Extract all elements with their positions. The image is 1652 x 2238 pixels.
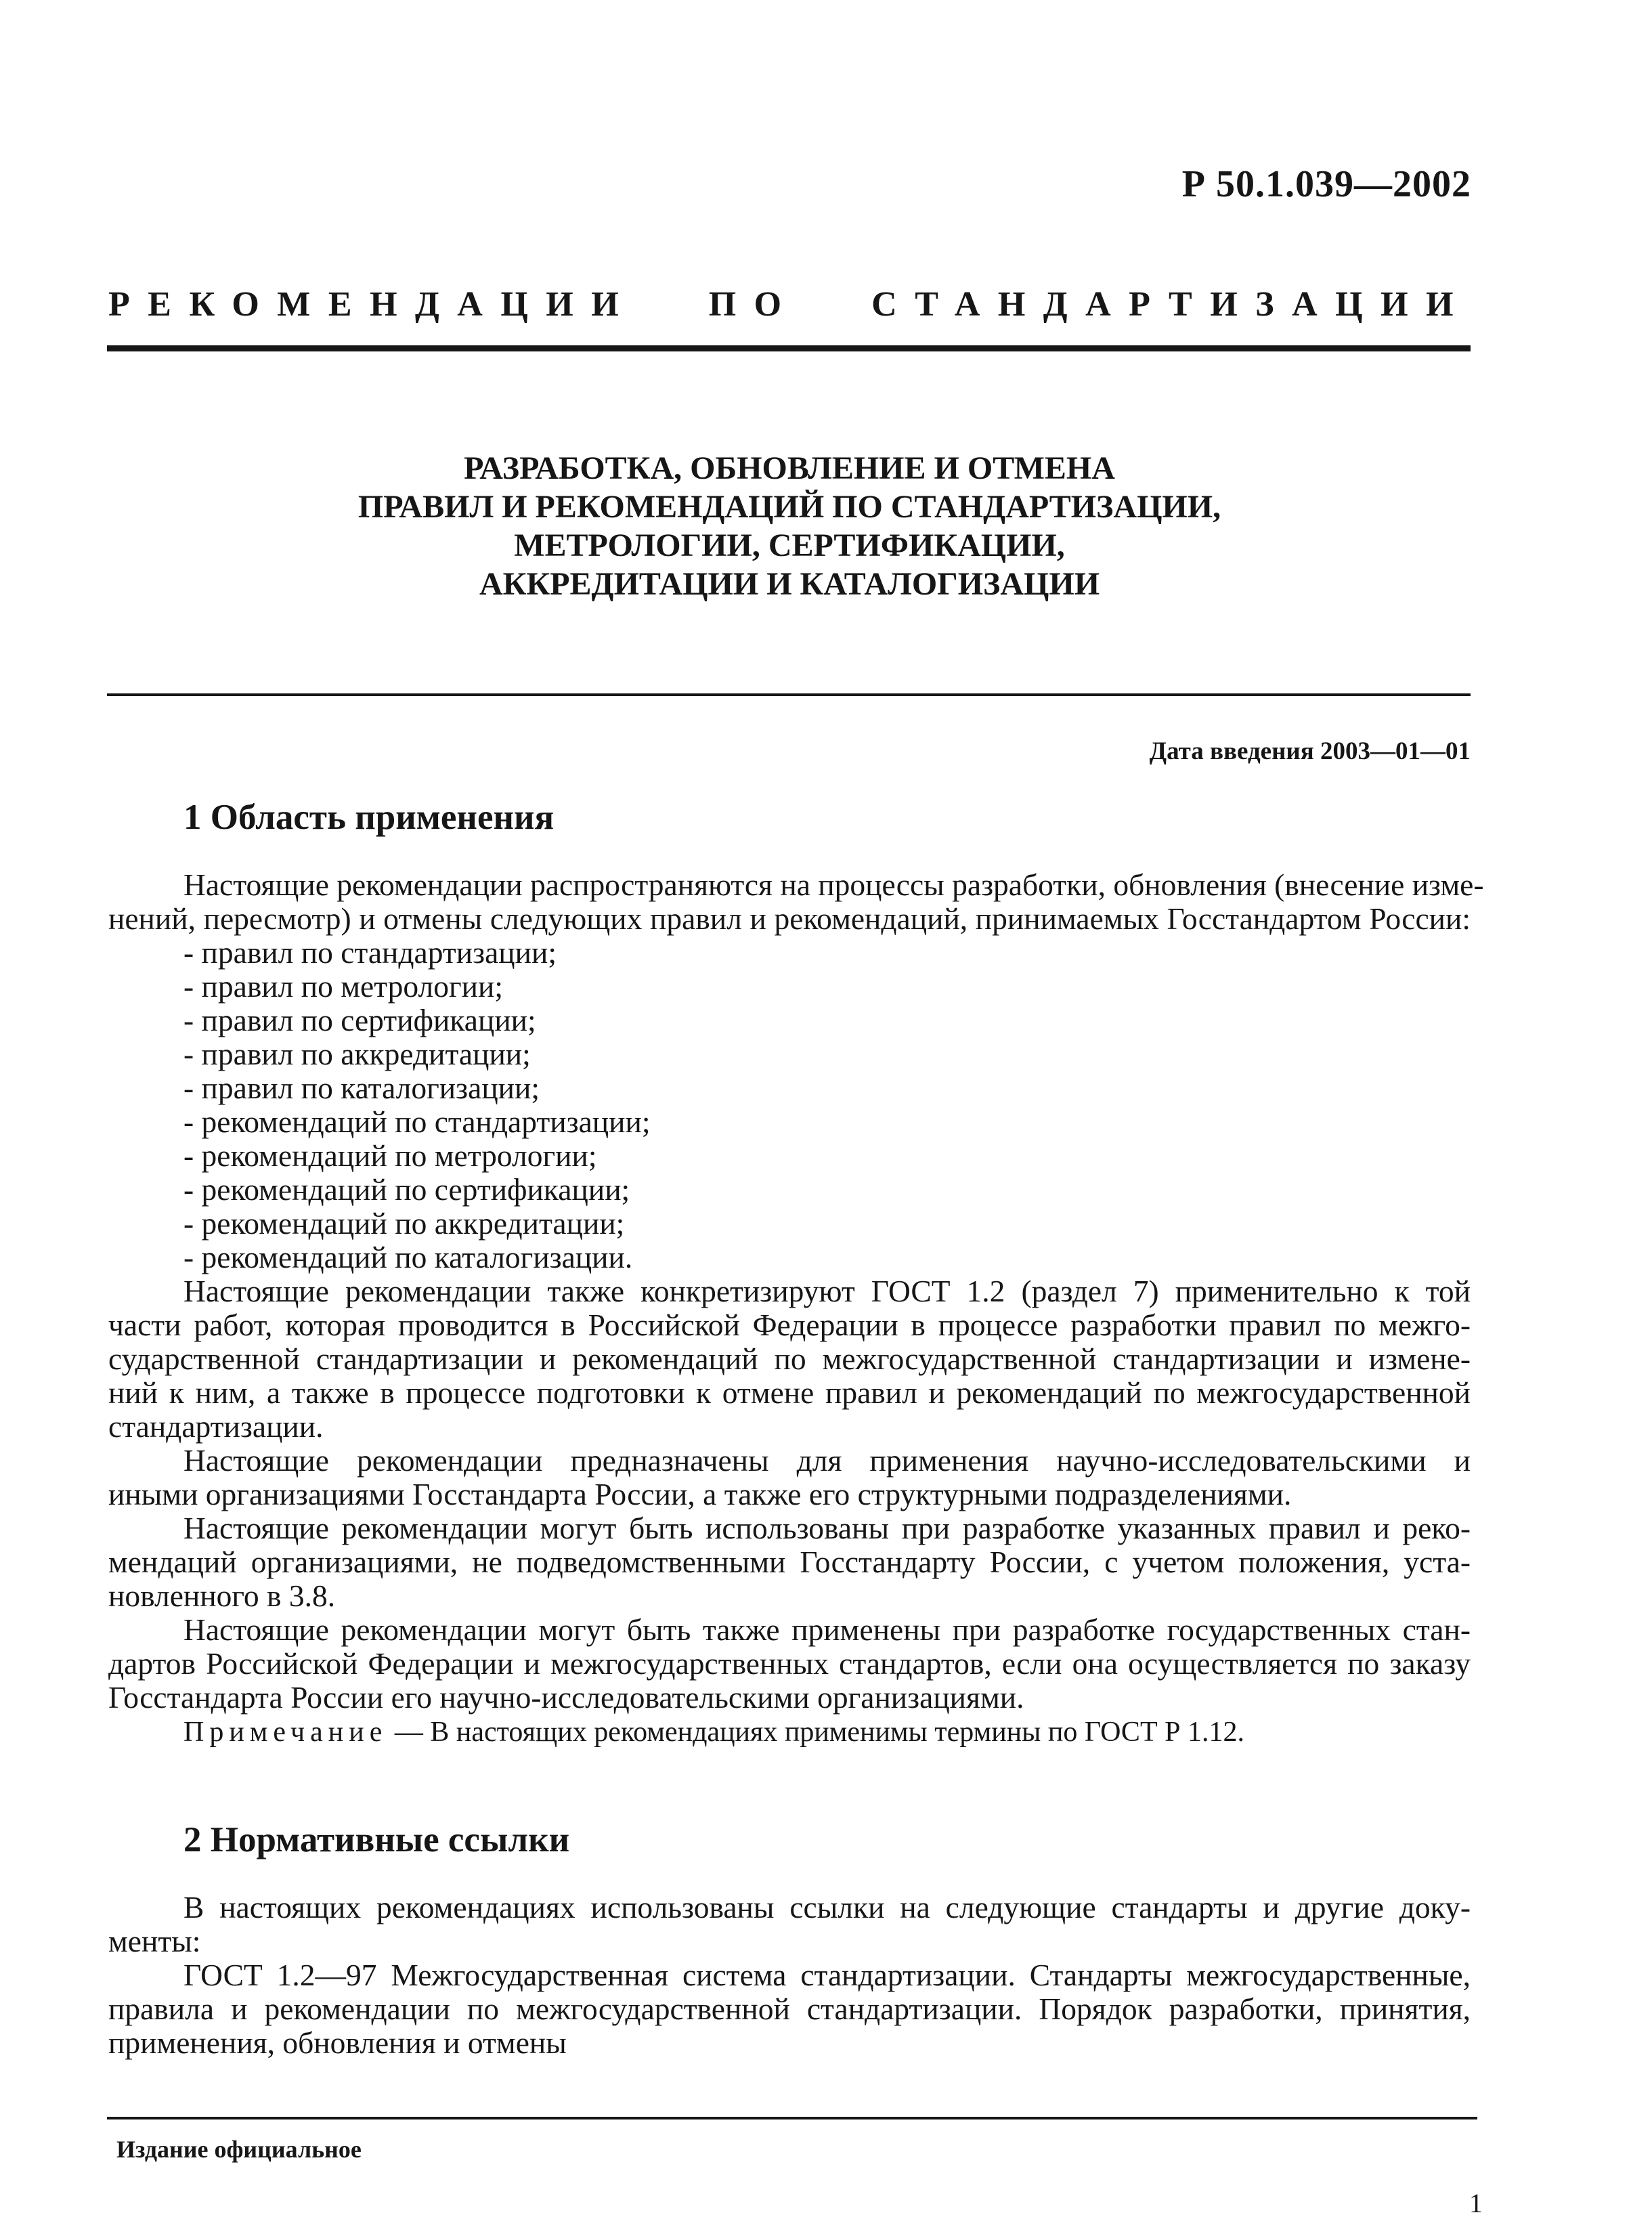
note-label: Примечание (183, 1717, 388, 1748)
body-line: Настоящие рекомендации предназначены для применения научно-исследовательскими и (183, 1443, 1471, 1478)
body-line: мендаций организациями, не подведомственными Госстандарту России, с учетом положения, уста- (108, 1545, 1471, 1579)
list-item: - рекомендаций по метрологии; (183, 1138, 597, 1173)
body-line: нений, пересмотр) и отмены следующих правил и рекомендаций, принимаемых Госстандартом России: (108, 901, 1471, 936)
header-divider (107, 345, 1471, 351)
body-line: Настоящие рекомендации также конкретизируют ГОСТ 1.2 (раздел 7) применительно к той (183, 1274, 1471, 1308)
reference-line: правила и рекомендации по межгосударственной стандартизации. Порядок разработки, принятия, (108, 1992, 1471, 2026)
body-line: менты: (108, 1924, 201, 1958)
series-title: РЕКОМЕНДАЦИИ ПО СТАНДАРТИЗАЦИИ (108, 285, 1471, 324)
reference-line: ГОСТ 1.2—97 Межгосударственная система стандартизации. Стандарты межгосударственные, (183, 1958, 1471, 1992)
note-text: — В настоящих рекомендациях применимы термины по ГОСТ Р 1.12. (387, 1717, 1244, 1748)
body-line: части работ, которая проводится в Российской Федерации в процессе разработки правил по межго- (108, 1308, 1471, 1342)
body-line: Настоящие рекомендации могут быть использованы при разработке указанных правил и реко- (183, 1511, 1471, 1545)
list-item: - рекомендаций по каталогизации. (183, 1240, 633, 1274)
body-line: стандартизации. (108, 1409, 324, 1444)
page-number: 1 (1469, 2188, 1483, 2218)
list-item: - правил по стандартизации; (183, 935, 557, 970)
note (183, 1716, 1244, 1748)
body-line: иными организациями Госстандарта России, а также его структурными подразделениями. (108, 1477, 1292, 1511)
list-item: - рекомендаций по сертификации; (183, 1172, 630, 1207)
title-divider (107, 693, 1471, 696)
list-item: - правил по каталогизации; (183, 1071, 540, 1105)
section-2-heading: 2 Нормативные ссылки (183, 1820, 570, 1859)
body-line: дартов Российской Федерации и межгосударственных стандартов, если она осуществляется по заказу (108, 1646, 1471, 1681)
reference-line: применения, обновления и отмены (108, 2025, 567, 2060)
document-title (108, 449, 1471, 603)
list-item: - рекомендаций по стандартизации; (183, 1104, 651, 1139)
title-line: АККРЕДИТАЦИИ И КАТАЛОГИЗАЦИИ (479, 566, 1100, 602)
introduction-date: Дата введения 2003—01—01 (1149, 737, 1471, 765)
body-line: В настоящих рекомендациях использованы ссылки на следующие стандарты и другие доку- (183, 1890, 1471, 1924)
list-item: - рекомендаций по аккредитации; (183, 1206, 625, 1241)
edition-label: Издание официальное (116, 2136, 362, 2163)
body-line: ний к ним, а также в процессе подготовки к отмене правил и рекомендаций по межгосударственной (108, 1375, 1471, 1410)
document-number: Р 50.1.039—2002 (1181, 163, 1471, 205)
body-line: Настоящие рекомендации распространяются на процессы разработки, обновления (внесение изме- (183, 867, 1484, 902)
body-line: новленного в 3.8. (108, 1578, 336, 1613)
body-line: Настоящие рекомендации могут быть также применены при разработке государственных стан- (183, 1612, 1471, 1647)
body-line: Госстандарта России его научно-исследовательскими организациями. (108, 1680, 1024, 1715)
list-item: - правил по метрологии; (183, 969, 503, 1004)
list-item: - правил по аккредитации; (183, 1037, 531, 1071)
title-line: РАЗРАБОТКА, ОБНОВЛЕНИЕ И ОТМЕНА (464, 450, 1115, 486)
list-item: - правил по сертификации; (183, 1003, 536, 1037)
body-line: сударственной стандартизации и рекомендаций по межгосударственной стандартизации и измене- (108, 1341, 1471, 1376)
section-1-heading: 1 Область применения (183, 798, 555, 837)
footer-divider (107, 2117, 1477, 2119)
title-line: МЕТРОЛОГИИ, СЕРТИФИКАЦИИ, (514, 528, 1065, 563)
title-line: ПРАВИЛ И РЕКОМЕНДАЦИЙ ПО СТАНДАРТИЗАЦИИ, (357, 489, 1221, 525)
